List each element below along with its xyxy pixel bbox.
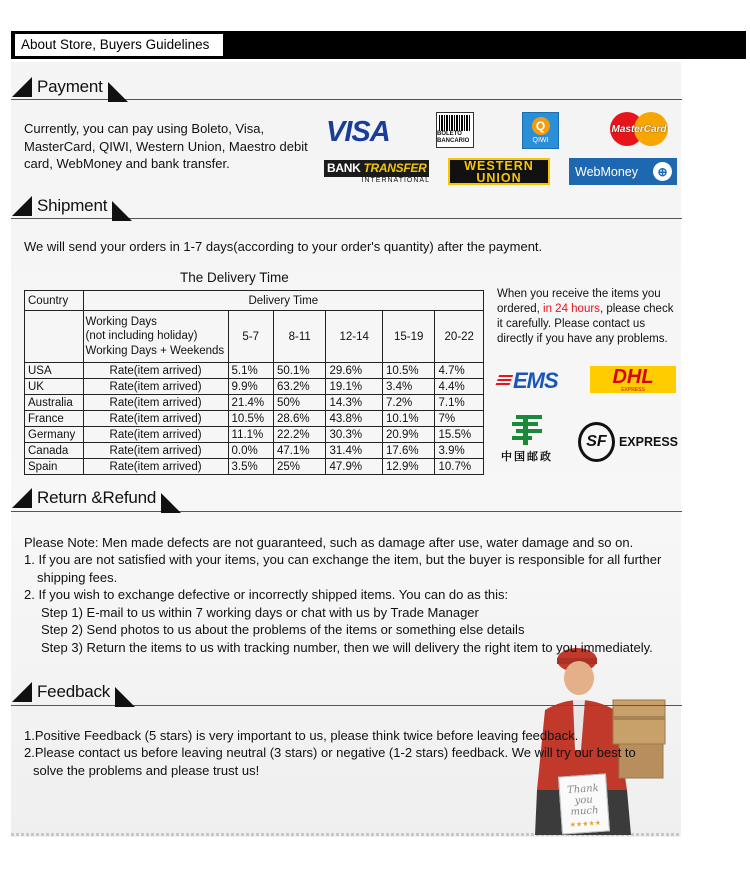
value-cell: 3.5% bbox=[228, 459, 273, 475]
mastercard-label: MasterCard bbox=[611, 123, 667, 135]
feedback-header bbox=[12, 678, 135, 706]
triangle-left-icon bbox=[12, 77, 32, 97]
ems-label: EMS bbox=[513, 368, 558, 393]
china-post-label: 中国邮政 bbox=[501, 451, 553, 463]
working-days-line: Working Days bbox=[85, 315, 157, 328]
refund-step: Step 3) Return the items to us with tracking number, then we will delivery the right item to you immediately. bbox=[41, 640, 653, 655]
value-cell: 12.9% bbox=[382, 459, 435, 475]
value-cell: 9.9% bbox=[228, 379, 273, 395]
col-delivery-time: Delivery Time bbox=[83, 291, 483, 311]
delivery-table-body bbox=[25, 363, 484, 475]
webmoney-logo bbox=[569, 158, 677, 185]
western-union-line1: WESTERN bbox=[464, 158, 534, 173]
value-cell: 21.4% bbox=[228, 395, 273, 411]
working-days-cell bbox=[83, 311, 228, 363]
value-cell: 10.1% bbox=[382, 411, 435, 427]
feedback-line: 1.Positive Feedback (5 stars) is very important to us, please think twice before leaving feedback. bbox=[24, 728, 579, 743]
section-title: Shipment bbox=[37, 196, 108, 215]
thank-you-sign bbox=[558, 773, 610, 834]
range-cell: 15-19 bbox=[382, 311, 435, 363]
value-cell: 7.2% bbox=[382, 395, 435, 411]
value-cell: 19.1% bbox=[326, 379, 383, 395]
country-cell: France bbox=[25, 411, 84, 427]
mastercard-logo bbox=[610, 112, 668, 146]
table-row bbox=[25, 379, 484, 395]
rate-cell: Rate(item arrived) bbox=[83, 443, 228, 459]
ems-speed-icon bbox=[495, 375, 513, 387]
rate-cell: Rate(item arrived) bbox=[83, 459, 228, 475]
rate-cell: Rate(item arrived) bbox=[83, 427, 228, 443]
value-cell: 15.5% bbox=[435, 427, 484, 443]
refund-line: 2. If you wish to exchange defective or incorrectly shipped items. You can do as this: bbox=[24, 587, 509, 602]
shipment-text: We will send your orders in 1-7 days(according to your order's quantity) after the payment. bbox=[24, 239, 543, 254]
sign-line: you bbox=[574, 794, 594, 807]
value-cell: 3.9% bbox=[435, 443, 484, 459]
value-cell: 11.1% bbox=[228, 427, 273, 443]
china-post-logo bbox=[497, 410, 557, 466]
value-cell: 22.2% bbox=[273, 427, 326, 443]
refund-step: Step 2) Send photos to us about the problems of the items or something else details bbox=[41, 622, 525, 637]
value-cell: 4.4% bbox=[435, 379, 484, 395]
payment-header bbox=[12, 73, 128, 101]
range-cell: 5-7 bbox=[228, 311, 273, 363]
value-cell: 29.6% bbox=[326, 363, 383, 379]
triangle-right-icon bbox=[108, 82, 128, 102]
value-cell: 4.7% bbox=[435, 363, 484, 379]
value-cell: 10.5% bbox=[228, 411, 273, 427]
triangle-left-icon bbox=[12, 196, 32, 216]
shipment-header bbox=[12, 192, 132, 220]
value-cell: 10.5% bbox=[382, 363, 435, 379]
country-cell: USA bbox=[25, 363, 84, 379]
range-cell: 8-11 bbox=[273, 311, 326, 363]
value-cell: 47.9% bbox=[326, 459, 383, 475]
working-days-line: Working Days + Weekends bbox=[85, 344, 225, 357]
refund-line: Please Note: Men made defects are not guaranteed, such as damage after use, water damage and so on. bbox=[24, 535, 634, 550]
refund-step: Step 1) E-mail to us within 7 working days or chat with us by Trade Manager bbox=[41, 605, 479, 620]
rate-cell: Rate(item arrived) bbox=[83, 411, 228, 427]
ems-logo bbox=[497, 368, 558, 394]
section-title: Payment bbox=[37, 77, 103, 96]
section-title: Feedback bbox=[37, 682, 111, 701]
dhl-label: DHL bbox=[612, 365, 654, 388]
sf-icon: SF bbox=[578, 422, 615, 462]
value-cell: 31.4% bbox=[326, 443, 383, 459]
table-row bbox=[25, 395, 484, 411]
rate-cell: Rate(item arrived) bbox=[83, 395, 228, 411]
note-text: When you receive the items you ordered, bbox=[497, 288, 661, 315]
globe-icon: ⊕ bbox=[653, 162, 672, 181]
star-rating-icon: ★★★★★ bbox=[569, 818, 602, 830]
country-cell: Germany bbox=[25, 427, 84, 443]
value-cell: 63.2% bbox=[273, 379, 326, 395]
rate-cell: Rate(item arrived) bbox=[83, 379, 228, 395]
value-cell: 5.1% bbox=[228, 363, 273, 379]
value-cell: 28.6% bbox=[273, 411, 326, 427]
value-cell: 17.6% bbox=[382, 443, 435, 459]
refund-line: shipping fees. bbox=[37, 570, 118, 585]
western-union-line2: UNION bbox=[476, 170, 522, 185]
country-cell: Canada bbox=[25, 443, 84, 459]
country-cell: Australia bbox=[25, 395, 84, 411]
value-cell: 50.1% bbox=[273, 363, 326, 379]
value-cell: 7% bbox=[435, 411, 484, 427]
western-union-logo bbox=[448, 158, 550, 185]
triangle-right-icon bbox=[161, 493, 181, 513]
country-cell: UK bbox=[25, 379, 84, 395]
note-text: , please check it carefully. Please contact us directly if you have any problems. bbox=[497, 303, 674, 345]
sign-line: Thank bbox=[566, 782, 600, 797]
working-days-line: (not including holiday) bbox=[85, 330, 198, 343]
value-cell: 10.7% bbox=[435, 459, 484, 475]
refund-header bbox=[12, 484, 181, 512]
country-cell: Spain bbox=[25, 459, 84, 475]
dhl-sub: EXPRESS bbox=[621, 386, 645, 393]
qiwi-label: QIWI bbox=[532, 137, 549, 144]
value-cell: 43.8% bbox=[326, 411, 383, 427]
value-cell: 14.3% bbox=[326, 395, 383, 411]
bank-transfer-italic: TRANSFER bbox=[363, 161, 427, 175]
triangle-left-icon bbox=[12, 682, 32, 702]
value-cell: 50% bbox=[273, 395, 326, 411]
empty-cell bbox=[25, 311, 84, 363]
section-title: Return &Refund bbox=[37, 488, 157, 507]
header-tab[interactable]: About Store, Buyers Guidelines bbox=[14, 33, 224, 57]
dhl-logo bbox=[590, 366, 676, 393]
table-row bbox=[25, 427, 484, 443]
refund-line: 1. If you are not satisfied with your items, you can exchange the item, but the buyer is responsible for all further bbox=[24, 552, 662, 567]
value-cell: 3.4% bbox=[382, 379, 435, 395]
sf-express-logo bbox=[578, 420, 678, 464]
value-cell: 7.1% bbox=[435, 395, 484, 411]
col-country: Country bbox=[25, 291, 84, 311]
feedback-line: 2.Please contact us before leaving neutral (3 stars) or negative (1-2 stars) feedback. We will try our best to bbox=[24, 745, 636, 760]
table-row bbox=[25, 363, 484, 379]
value-cell: 47.1% bbox=[273, 443, 326, 459]
table-row bbox=[25, 459, 484, 475]
rate-cell: Rate(item arrived) bbox=[83, 363, 228, 379]
receive-note bbox=[497, 287, 682, 347]
table-row bbox=[25, 443, 484, 459]
value-cell: 25% bbox=[273, 459, 326, 475]
delivery-table-title: The Delivery Time bbox=[180, 270, 289, 285]
visa-logo: VISA bbox=[326, 116, 390, 148]
barcode-icon bbox=[439, 115, 471, 131]
value-cell: 20.9% bbox=[382, 427, 435, 443]
qiwi-icon: Q bbox=[532, 117, 550, 135]
note-highlight: in 24 hours bbox=[543, 303, 600, 315]
triangle-right-icon bbox=[112, 201, 132, 221]
range-cell: 20-22 bbox=[435, 311, 484, 363]
boleto-label: BOLETO BANCARIO bbox=[437, 131, 470, 144]
value-cell: 30.3% bbox=[326, 427, 383, 443]
boleto-logo bbox=[436, 112, 474, 148]
triangle-right-icon bbox=[115, 687, 135, 707]
triangle-left-icon bbox=[12, 488, 32, 508]
value-cell: 0.0% bbox=[228, 443, 273, 459]
delivery-time-table bbox=[24, 290, 484, 475]
qiwi-logo bbox=[522, 112, 559, 149]
sf-label: EXPRESS bbox=[618, 435, 678, 449]
range-cell: 12-14 bbox=[326, 311, 383, 363]
table-row bbox=[25, 411, 484, 427]
bank-transfer-word: BANK bbox=[327, 161, 361, 175]
payment-text: Currently, you can pay using Boleto, Visa, MasterCard, QIWI, Western Union, Maestro debit card, WebMoney and bank transfer. bbox=[24, 121, 308, 171]
webmoney-label: WebMoney bbox=[575, 164, 638, 179]
bank-transfer-logo bbox=[324, 159, 430, 185]
china-post-icon bbox=[508, 412, 546, 448]
bank-transfer-sub: INTERNATIONAL bbox=[361, 177, 430, 184]
feedback-line: solve the problems and please trust us! bbox=[33, 763, 260, 778]
sign-line: much bbox=[570, 805, 599, 818]
bank-transfer-badge bbox=[324, 160, 429, 177]
